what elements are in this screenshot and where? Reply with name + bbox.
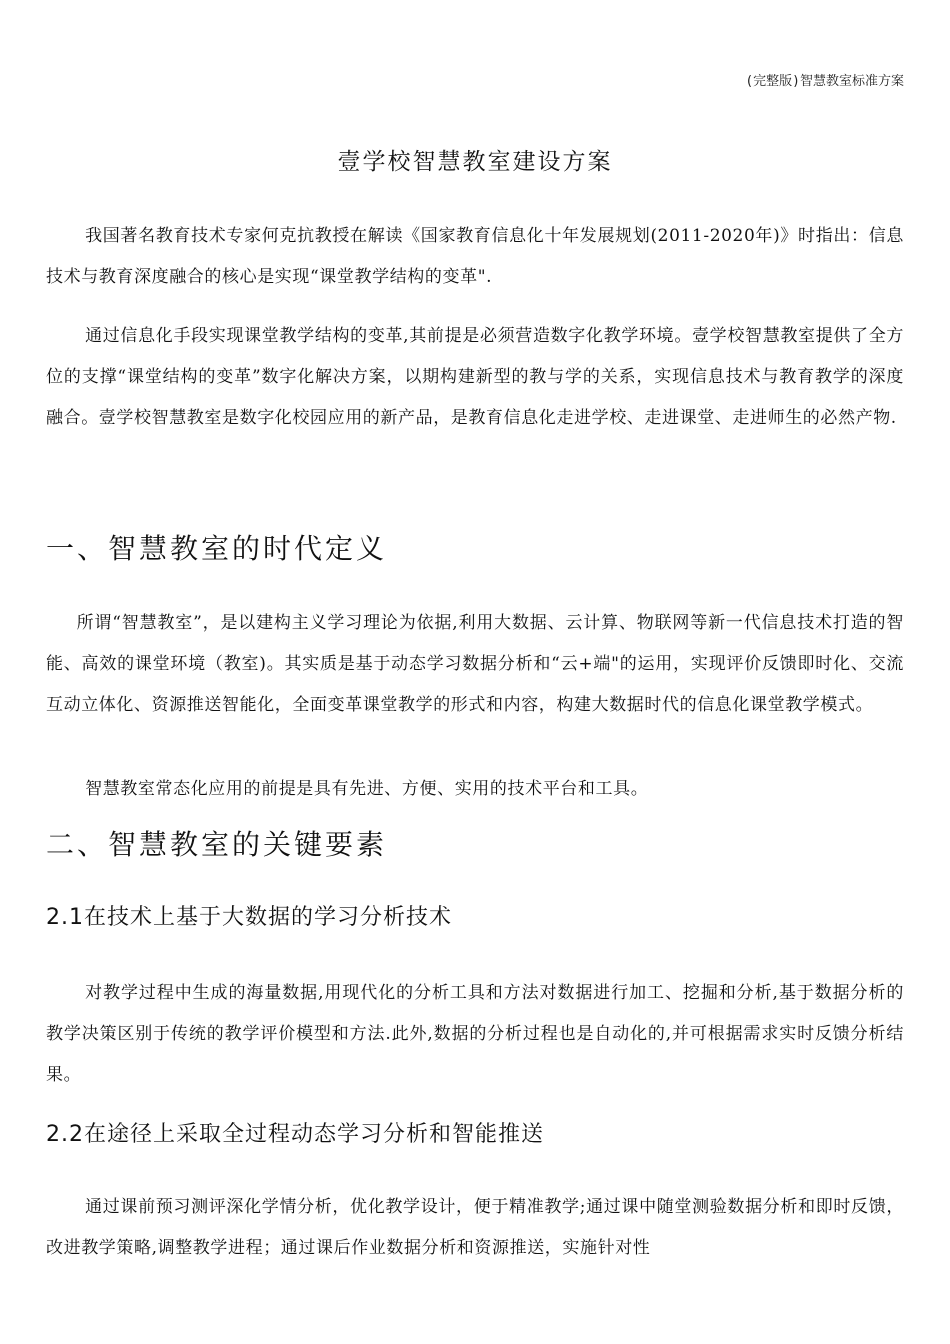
intro-paragraph-1: 我国著名教育技术专家何克抗教授在解读《国家教育信息化十年发展规划(2011-2020年)》时指出：信息技术与教育深度融合的核心是实现“课堂教学结构的变革". (46, 226, 904, 287)
section-2-heading: 二、智慧教室的关键要素 (46, 828, 388, 861)
section-1-paragraph-2: 智慧教室常态化应用的前提是具有先进、方便、实用的技术平台和工具。 (85, 779, 649, 799)
intro-paragraph-2: 通过信息化手段实现课堂教学结构的变革,其前提是必须营造数字化教学环境。壹学校智慧教室提供了全方位的支撑“课堂结构的变革”数字化解决方案，以期构建新型的教与学的关系，实现信息技术与教育教学的深度融合。壹学校智慧教室是数字化校园应用的新产品，是教育信息化走进学校、走进课堂、走进师生的必然产物. (46, 326, 904, 428)
subsection-2-1-paragraph: 对教学过程中生成的海量数据,用现代化的分析工具和方法对数据进行加工、挖掘和分析,基于数据分析的教学决策区别于传统的教学评价模型和方法.此外,数据的分析过程也是自动化的,并可根据需求实时反馈分析结果。 (46, 983, 904, 1085)
subsection-2-1-heading: 2.1在技术上基于大数据的学习分析技术 (46, 905, 452, 930)
page-header-note: (完整版)智慧教室标准方案 (745, 74, 904, 89)
subsection-2-2-heading: 2.2在途径上采取全过程动态学习分析和智能推送 (46, 1122, 544, 1147)
document-title: 壹学校智慧教室建设方案 (337, 149, 613, 175)
section-1-paragraph-1: 所谓“智慧教室”，是以建构主义学习理论为依据,利用大数据、云计算、物联网等新一代信息技术打造的智能、高效的课堂环境（教室)。其实质是基于动态学习数据分析和“云+端"的运用，实现评价反馈即时化、交流互动立体化、资源推送智能化，全面变革课堂教学的形式和内容，构建大数据时代的信息化课堂教学模式。 (46, 613, 904, 715)
subsection-2-2-paragraph: 通过课前预习测评深化学情分析，优化教学设计，便于精准教学;通过课中随堂测验数据分析和即时反馈，改进教学策略,调整教学进程；通过课后作业数据分析和资源推送，实施针对性 (46, 1197, 904, 1258)
section-1-heading: 一、智慧教室的时代定义 (46, 532, 388, 565)
